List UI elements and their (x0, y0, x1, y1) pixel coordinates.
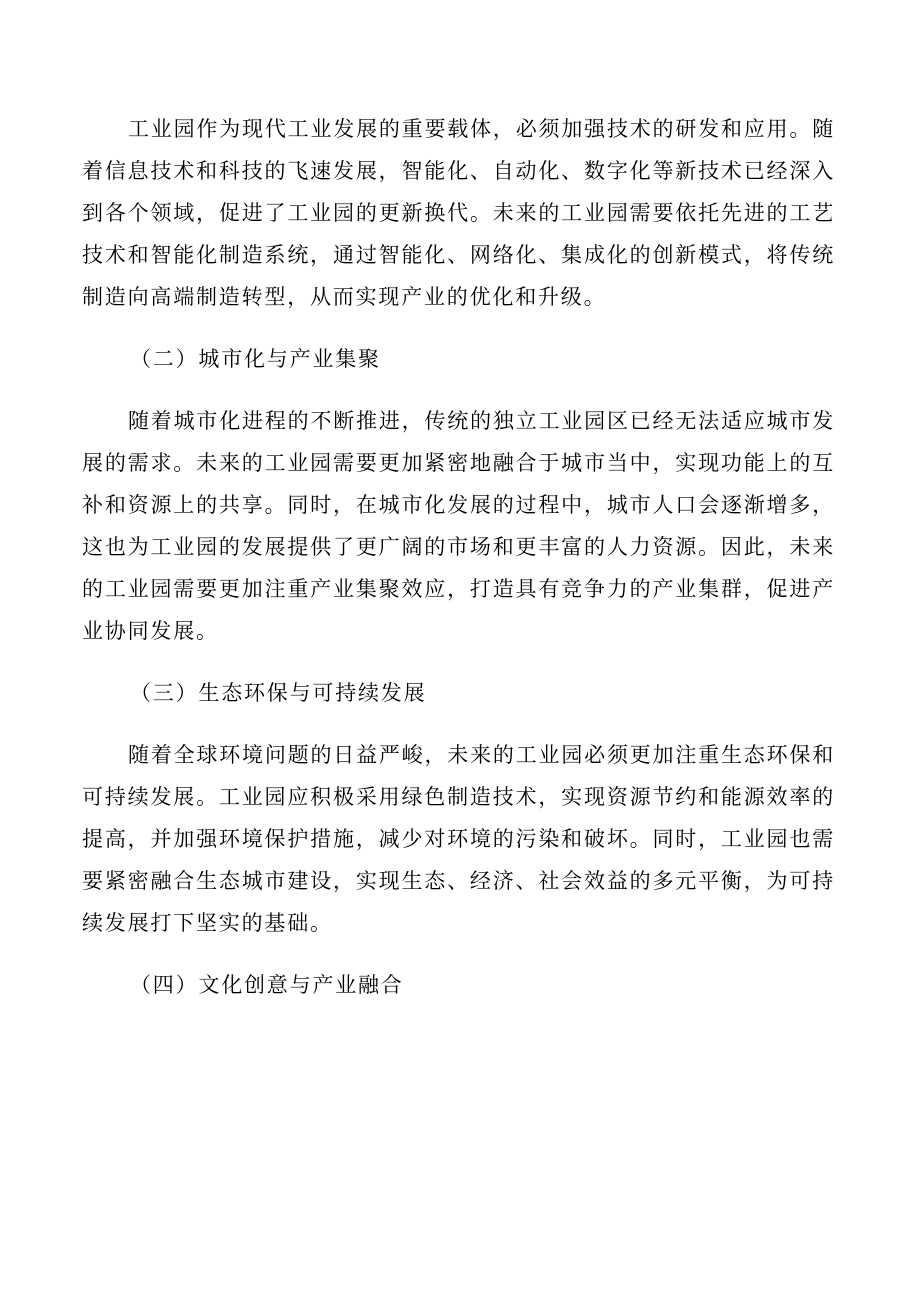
spacer (82, 318, 835, 338)
section-heading-ecology: （三）生态环保与可持续发展 (130, 681, 427, 705)
spacer (82, 714, 835, 734)
section-heading-urbanization: （二）城市化与产业集聚 (130, 347, 381, 371)
section-heading-culture: （四）文化创意与产业融合 (130, 973, 404, 997)
paragraph-tech-development: 工业园作为现代工业发展的重要载体，必须加强技术的研发和应用。随着信息技术和科技的飞速发展，智能化、自动化、数字化等新技术已经深入到各个领域，促进了工业园的更新换代。未来的工业园需要依托先进的工艺技术和智能化制造系统，通过智能化、网络化、集成化的创新模式，将传统制造向高端制造转型，从而实现产业的优化和升级。 (82, 117, 835, 309)
paragraph-ecology: 随着全球环境问题的日益严峻，未来的工业园必须更加注重生态环保和可持续发展。工业园应积极采用绿色制造技术，实现资源节约和能源效率的提高，并加强环境保护措施，减少对环境的污染和破坏。同时，工业园也需要紧密融合生态城市建设，实现生态、经济、社会效益的多元平衡，为可持续发展打下坚实的基础。 (82, 743, 835, 935)
spacer (82, 380, 835, 400)
spacer (82, 944, 835, 964)
paragraph-urbanization: 随着城市化进程的不断推进，传统的独立工业园区已经无法适应城市发展的需求。未来的工业园需要更加紧密地融合于城市当中，实现功能上的互补和资源上的共享。同时，在城市化发展的过程中，城市人口会逐渐增多，这也为工业园的发展提供了更广阔的市场和更丰富的人力资源。因此，未来的工业园需要更加注重产业集聚效应，打造具有竞争力的产业集群，促进产业协同发展。 (82, 409, 835, 643)
spacer (82, 652, 835, 672)
